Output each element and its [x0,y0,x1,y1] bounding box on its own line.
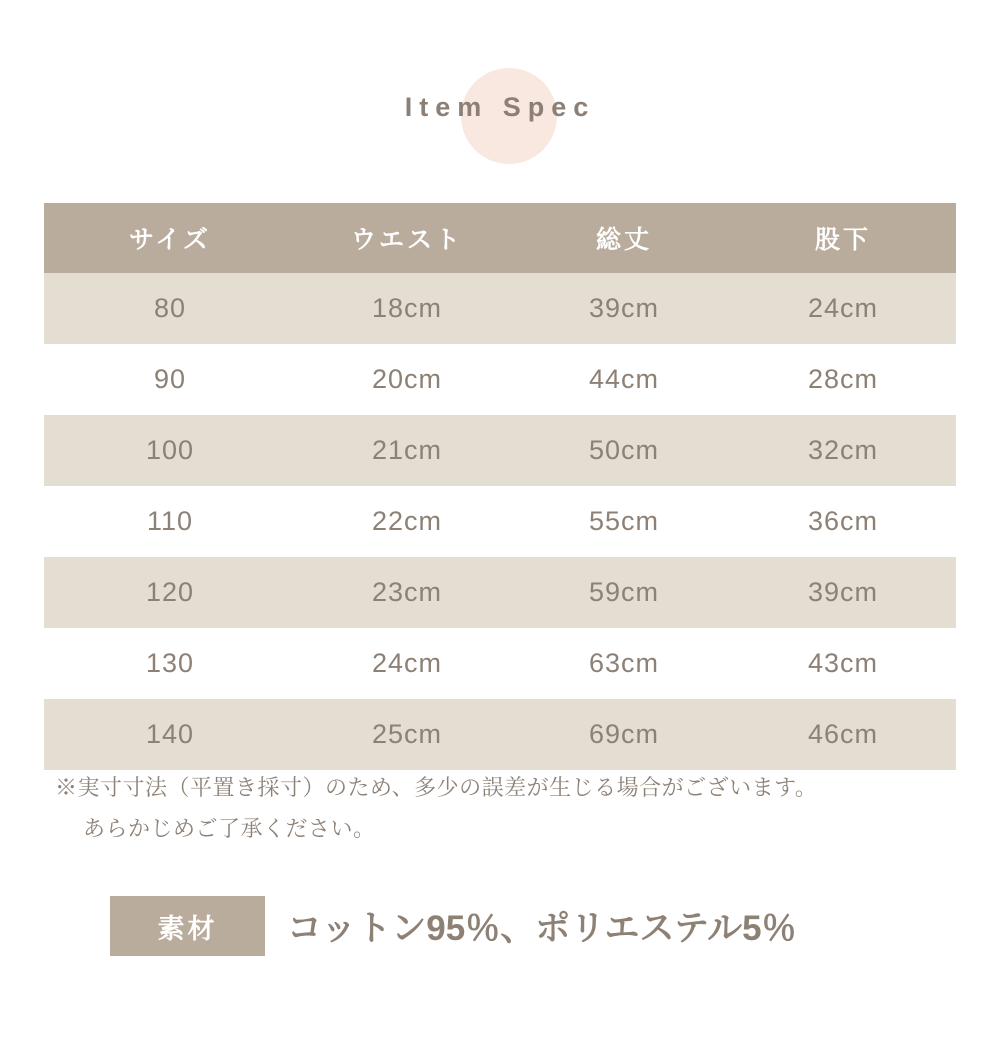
cell-total-length: 63cm [518,628,730,699]
cell-waist: 22cm [296,486,518,557]
cell-size: 140 [44,699,296,770]
cell-waist: 24cm [296,628,518,699]
cell-waist: 20cm [296,344,518,415]
material-value: コットン95％、ポリエステル5％ [287,909,797,948]
cell-total-length: 59cm [518,557,730,628]
table-row [44,628,956,699]
cell-total-length: 69cm [518,699,730,770]
table-row [44,486,956,557]
cell-size: 90 [44,344,296,415]
cell-total-length: 50cm [518,415,730,486]
cell-total-length: 39cm [518,273,730,344]
cell-size: 100 [44,415,296,486]
cell-total-length: 44cm [518,344,730,415]
table-row [44,344,956,415]
material-label: 素材 [110,896,265,956]
cell-total-length: 55cm [518,486,730,557]
table-header [44,203,956,273]
cell-inseam: 46cm [730,699,956,770]
material-row [110,896,797,956]
cell-inseam: 39cm [730,557,956,628]
page-title: Item Spec [404,92,596,122]
table-row [44,699,956,770]
cell-inseam: 24cm [730,273,956,344]
measurement-note [55,768,955,849]
column-header-waist: ウエスト [296,203,518,273]
page-header [0,0,1000,190]
cell-inseam: 28cm [730,344,956,415]
cell-size: 80 [44,273,296,344]
table-body [44,273,956,770]
note-line-1: ※実寸寸法（平置き採寸）のため、多少の誤差が生じる場合がございます。 [55,775,818,800]
cell-size: 120 [44,557,296,628]
cell-waist: 18cm [296,273,518,344]
table-row [44,415,956,486]
column-header-total-length: 総丈 [518,203,730,273]
column-header-inseam: 股下 [730,203,956,273]
size-spec-table [44,203,956,770]
column-header-size: サイズ [44,203,296,273]
cell-size: 110 [44,486,296,557]
cell-size: 130 [44,628,296,699]
table-header-row [44,203,956,273]
cell-waist: 21cm [296,415,518,486]
cell-inseam: 43cm [730,628,956,699]
cell-waist: 25cm [296,699,518,770]
cell-waist: 23cm [296,557,518,628]
table-row [44,273,956,344]
cell-inseam: 36cm [730,486,956,557]
table-row [44,557,956,628]
cell-inseam: 32cm [730,415,956,486]
note-line-2: あらかじめご了承ください。 [83,815,376,841]
